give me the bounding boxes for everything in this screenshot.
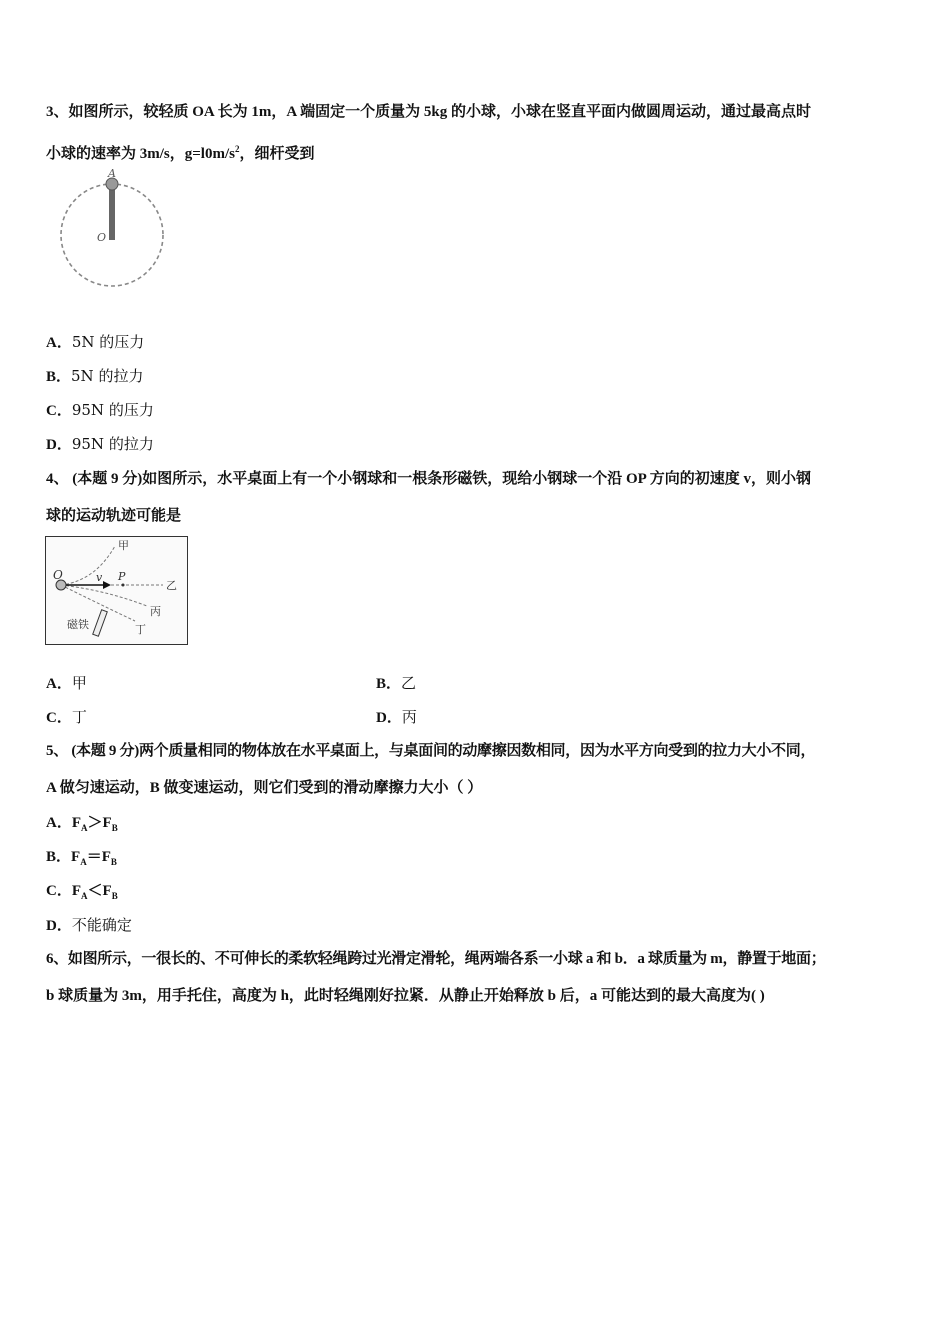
q4-label-yi: 乙: [166, 579, 177, 592]
q4-option-b-text: 乙: [401, 674, 417, 692]
q5-option-b-s1: A: [80, 857, 87, 867]
q3-label-o: O: [97, 231, 107, 244]
q4-label-magnet: 磁铁: [67, 618, 89, 631]
q3-option-c-key: C．: [46, 403, 72, 419]
q3-text-line2: [46, 139, 314, 164]
q3-option-d: [46, 434, 154, 455]
q5-option-a-f1: F: [71, 815, 82, 831]
q4-option-c: [46, 707, 87, 728]
q5-option-a-s1: A: [81, 823, 88, 833]
q4-option-d: [376, 707, 417, 728]
q3-option-a: [46, 332, 144, 353]
q5-option-c-op: ＜: [87, 883, 103, 899]
q6-text-line1: 6、如图所示，一很长的、不可伸长的柔软轻绳跨过光滑定滑轮，绳两端各系一小球 a 和 b．a 球质量为 m，静置于地面；: [46, 951, 826, 967]
q3-option-b: [46, 366, 143, 387]
q5-option-b: [46, 847, 117, 872]
q5-option-c: [46, 881, 118, 906]
q5-option-b-f1: F: [71, 849, 81, 865]
q4-option-a-key: A．: [46, 676, 72, 692]
q5-option-a: [46, 813, 118, 838]
q4-option-c-key: C．: [46, 710, 72, 726]
q3-option-b-text: 5N 的拉力: [71, 367, 144, 385]
q3-option-a-text: 5N 的压力: [71, 333, 145, 351]
q4-option-c-text: 丁: [71, 708, 87, 726]
q5-option-d-text: 不能确定: [71, 916, 132, 934]
q4-text-line1: 4、 (本题 9 分)如图所示，水平桌面上有一个小钢球和一根条形磁铁，现给小钢球一个沿 OP 方向的初速度 v，则小钢: [46, 471, 811, 487]
q5-option-a-s2: B: [111, 823, 118, 833]
q4-figure-magnet: [45, 536, 189, 650]
q3-option-d-key: D．: [46, 437, 72, 453]
q5-option-a-f2: F: [102, 815, 112, 831]
q4-point-p: [122, 584, 125, 587]
q3-rod: [109, 184, 115, 240]
q3-option-b-key: B．: [46, 369, 72, 385]
q5-option-c-s2: B: [111, 891, 118, 901]
q5-option-b-key: B．: [46, 849, 72, 865]
q3-text-line1: 3、如图所示，较轻质 OA 长为 1m，A 端固定一个质量为 5kg 的小球，小球在竖直平面内做圆周运动，通过最高点时: [46, 104, 812, 120]
q4-text-line2: 球的运动轨迹可能是: [46, 508, 182, 524]
q4-label-jia: 甲: [118, 539, 129, 552]
q5-option-c-key: C．: [46, 883, 72, 899]
q5-option-c-s1: A: [81, 891, 88, 901]
q4-option-b-key: B．: [376, 676, 402, 692]
q4-label-p: P: [118, 570, 126, 583]
q4-option-b: [376, 673, 416, 694]
q3-figure-circle-rod: [56, 168, 168, 296]
q4-option-a-text: 甲: [71, 674, 87, 692]
q3-line2-post: ，细杆受到: [239, 146, 315, 162]
q5-option-d-key: D．: [46, 918, 72, 934]
q4-option-a: [46, 673, 87, 694]
q5-option-a-op: ＞: [87, 815, 103, 831]
q5-option-a-key: A．: [46, 815, 72, 831]
q3-option-c-text: 95N 的压力: [71, 401, 154, 419]
q5-option-b-s2: B: [110, 857, 117, 867]
q4-label-v: v: [96, 571, 103, 584]
q3-option-a-key: A．: [46, 335, 72, 351]
q5-option-b-op: ＝: [86, 849, 102, 865]
q3-option-c: [46, 400, 154, 421]
q4-option-d-key: D．: [376, 710, 402, 726]
q3-line2-pre: 小球的速率为 3m/s，g=l0m/s: [46, 146, 235, 162]
q3-line2-sup: 2: [234, 144, 240, 154]
q4-label-o: O: [53, 568, 63, 582]
q3-label-a: A: [108, 168, 116, 180]
q5-option-b-f2: F: [101, 849, 111, 865]
q4-label-ding: 丁: [135, 623, 146, 636]
q4-option-d-text: 丙: [401, 708, 417, 726]
q6-text-line2: b 球质量为 3m，用手托住，高度为 h，此时轻绳刚好拉紧．从静止开始释放 b 后，a 可能达到的最大高度为( ): [46, 988, 765, 1004]
q5-text-line2: A 做匀速运动，B 做变速运动，则它们受到的滑动摩擦力大小（ ）: [46, 780, 483, 796]
q4-label-bing: 丙: [150, 605, 161, 618]
q3-option-d-text: 95N 的拉力: [71, 435, 154, 453]
q5-option-c-f2: F: [102, 883, 112, 899]
q5-option-d: [46, 915, 132, 936]
q5-text-line1: 5、 (本题 9 分)两个质量相同的物体放在水平桌面上，与桌面间的动摩擦因数相同，因为水平方向受到的拉力大小不同，: [46, 743, 816, 759]
q5-option-c-f1: F: [71, 883, 82, 899]
